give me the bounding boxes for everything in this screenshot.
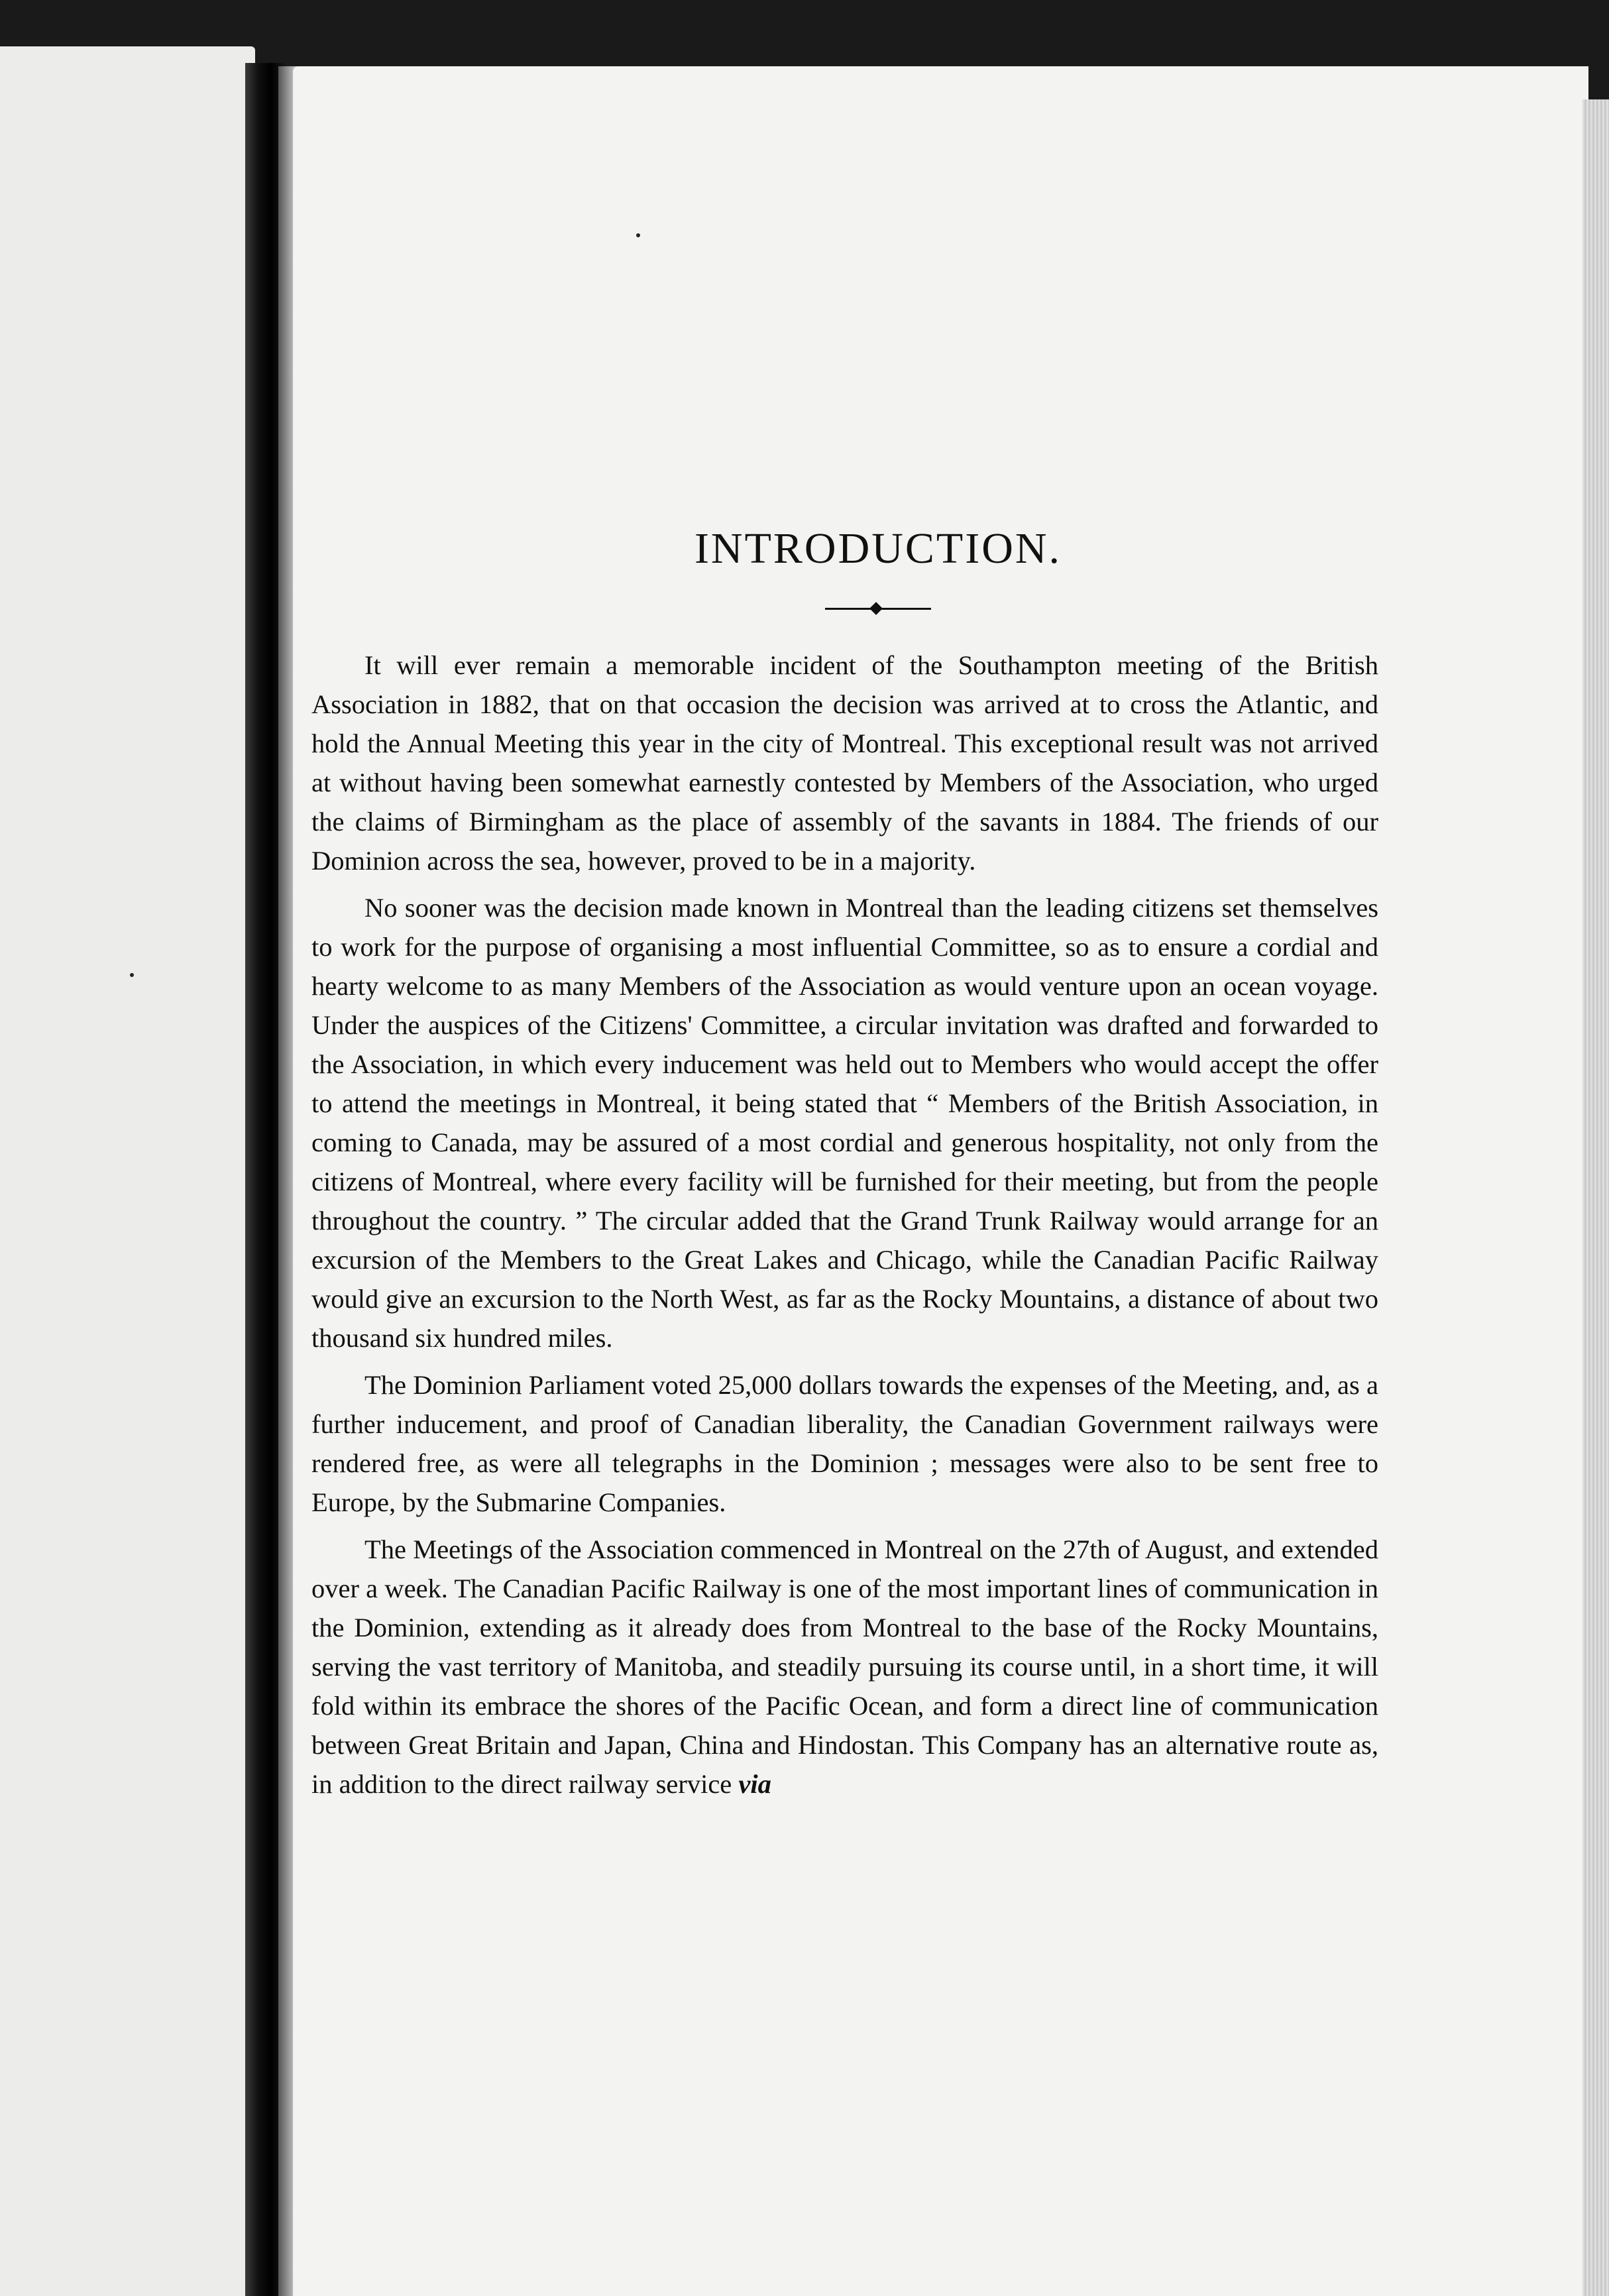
speck-mark [636, 233, 640, 237]
speck-mark [130, 973, 134, 977]
paragraph-text: The Meetings of the Association commenced in Montreal on the 27th of August, and extended over a week. The Canadian Pacific Railway is one of the most important lines of communication in the Dominion, extending as it already does from Montreal to the base of the Rocky Mountains, serving the vast territory of Manitoba, and steadily pursuing its course until, in a short time, it will fold within its embrace the shores of the Pacific Ocean, and form a direct line of communication between Great Britain and Japan, China and Hindostan. This Company has an alternative route as, in addition to the direct railway service [311, 1534, 1378, 1799]
italic-word: via [738, 1769, 771, 1799]
page-edges [1582, 99, 1609, 2296]
paragraph: The Dominion Parliament voted 25,000 dollars towards the expenses of the Meeting, and, as a further inducement, and proof of Canadian liberality, the Canadian Government railways were rendered free, as were all telegraphs in the Dominion ; messages were also to be sent free to Europe, by the Submarine Companies. [311, 1370, 1378, 1517]
page-content [311, 524, 1378, 1811]
left-page [0, 46, 255, 2296]
paragraph-last [311, 1530, 1378, 1804]
page-title: INTRODUCTION. [694, 524, 1062, 573]
ornament-diamond-icon [869, 602, 883, 615]
paragraph: It will ever remain a memorable incident of the Southampton meeting of the British Association in 1882, that on that occasion the decision was arrived at to cross the Atlantic, and hold the Annual Meeting this year in the city of Montreal. This exceptional result was not arrived at without having been somewhat earnestly contested by Members of the Association, who urged the claims of Birmingham as the place of assembly of the savants in 1884. The friends of our Dominion across the sea, however, proved to be in a majority. [311, 650, 1378, 876]
paragraph: No sooner was the decision made known in Montreal than the leading citizens set themselves to work for the purpose of organising a most influential Committee, so as to ensure a cordial and hearty welcome to as many Members of the Association as would venture upon an ocean voyage. Under the auspices of the Citizens' Committee, a circular invitation was drafted and forwarded to the Association, in which every inducement was held out to Members who would accept the offer to attend the meetings in Montreal, it being stated that “ Members of the British Association, in coming to Canada, may be assured of a most cordial and generous hospitality, not only from the citizens of Montreal, where every facility will be furnished for their meeting, but from the people throughout the country. ” The circular added that the Grand Trunk Railway would arrange for an excursion of the Members to the Great Lakes and Chicago, while the Canadian Pacific Railway would give an excursion to the North West, as far as the Rocky Mountains, a distance of about two thousand six hundred miles. [311, 893, 1378, 1353]
title-ornament [825, 602, 931, 615]
